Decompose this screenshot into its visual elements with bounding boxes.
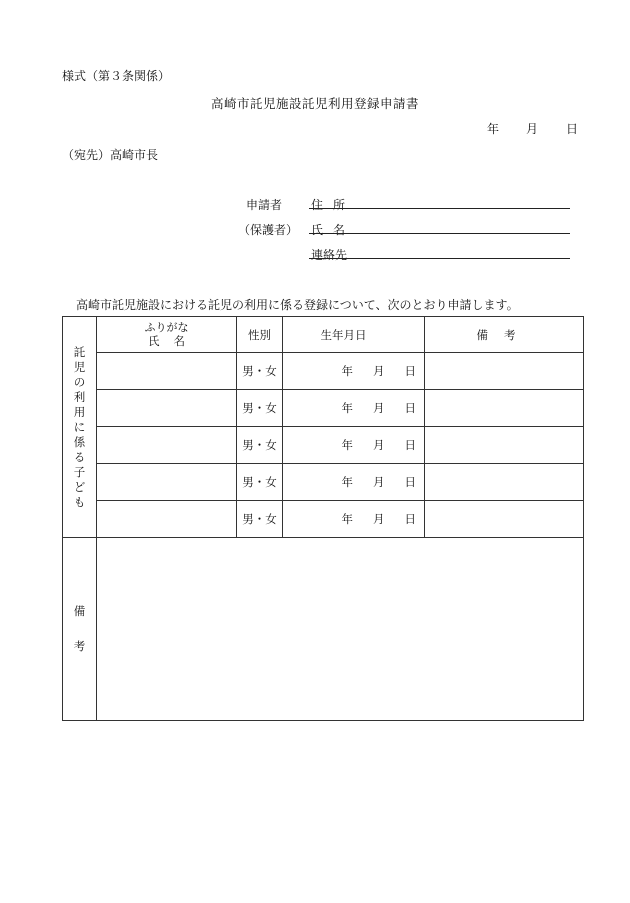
birth-month-label: 月 — [373, 475, 385, 489]
birth-day-label: 日 — [404, 401, 416, 415]
date-day-label: 日 — [566, 122, 579, 136]
birthdate-cell[interactable] — [283, 501, 425, 538]
address-field[interactable] — [309, 208, 570, 209]
gender-cell[interactable]: 男・女 — [237, 390, 283, 427]
child-remarks-input[interactable] — [425, 427, 584, 464]
table-row — [63, 353, 584, 390]
application-statement: 高崎市託児施設における託児の利用に係る登録について、次のとおり申請します。 — [76, 298, 519, 312]
side-label-char: に — [73, 419, 86, 434]
table-header-row — [63, 317, 584, 353]
side-label-char: の — [73, 374, 86, 389]
child-name-input[interactable] — [97, 427, 237, 464]
addressee: （宛先）高崎市長 — [62, 148, 159, 162]
table-row — [63, 427, 584, 464]
child-name-input[interactable] — [97, 353, 237, 390]
remarks-row — [63, 538, 584, 721]
remarks-side-label — [63, 538, 97, 721]
birthdate-cell[interactable] — [283, 464, 425, 501]
name-header-label: 氏名 — [148, 334, 199, 348]
table-row — [63, 464, 584, 501]
side-label-char: も — [73, 494, 86, 509]
birth-year-label: 年 — [341, 401, 353, 415]
birth-day-label: 日 — [404, 512, 416, 526]
remarks-header: 備考 — [425, 317, 584, 353]
remarks-side-char: 考 — [73, 639, 86, 653]
remarks-side-char: 備 — [73, 604, 86, 618]
side-label-char: 子 — [73, 464, 86, 479]
gender-cell[interactable]: 男・女 — [237, 353, 283, 390]
birth-month-label: 月 — [373, 364, 385, 378]
child-remarks-input[interactable] — [425, 390, 584, 427]
date-year-label: 年 — [487, 122, 500, 136]
contact-label: 連絡先 — [311, 248, 348, 262]
side-label-char: 児 — [73, 359, 86, 374]
birth-month-label: 月 — [373, 438, 385, 452]
child-name-input[interactable] — [97, 501, 237, 538]
date-month-label: 月 — [526, 122, 539, 136]
gender-cell[interactable]: 男・女 — [237, 464, 283, 501]
side-label-char: 用 — [73, 404, 86, 419]
guardian-role-label: （保護者） — [238, 223, 299, 237]
child-remarks-input[interactable] — [425, 501, 584, 538]
applicant-role-label: 申請者 — [246, 198, 283, 212]
birth-year-label: 年 — [341, 475, 353, 489]
birthdate-cell[interactable] — [283, 390, 425, 427]
form-label: 様式（第３条関係） — [62, 69, 171, 83]
children-table — [62, 316, 584, 721]
birth-month-label: 月 — [373, 512, 385, 526]
child-remarks-input[interactable] — [425, 464, 584, 501]
child-name-input[interactable] — [97, 390, 237, 427]
birth-year-label: 年 — [341, 438, 353, 452]
remarks-input[interactable] — [97, 538, 584, 721]
gender-cell[interactable]: 男・女 — [237, 501, 283, 538]
birth-day-label: 日 — [404, 364, 416, 378]
page-title: 高崎市託児施設託児利用登録申請書 — [210, 96, 419, 111]
gender-header: 性別 — [237, 317, 283, 353]
table-row — [63, 501, 584, 538]
contact-field[interactable] — [309, 258, 570, 259]
birth-day-label: 日 — [404, 475, 416, 489]
child-name-input[interactable] — [97, 464, 237, 501]
name-label: 氏名 — [311, 223, 356, 237]
gender-cell[interactable]: 男・女 — [237, 427, 283, 464]
children-side-label — [63, 317, 97, 538]
address-label: 住所 — [311, 198, 356, 212]
furigana-header: ふりがな — [144, 321, 189, 334]
birth-year-label: 年 — [341, 364, 353, 378]
child-remarks-input[interactable] — [425, 353, 584, 390]
birthdate-header: 生年月日 — [283, 317, 425, 353]
name-header — [97, 317, 237, 353]
birthdate-cell[interactable] — [283, 353, 425, 390]
side-label-char: 利 — [73, 389, 86, 404]
name-field[interactable] — [309, 233, 570, 234]
birth-month-label: 月 — [373, 401, 385, 415]
side-label-char: 託 — [73, 344, 86, 359]
birthdate-cell[interactable] — [283, 427, 425, 464]
birth-year-label: 年 — [341, 512, 353, 526]
table-row — [63, 390, 584, 427]
side-label-char: ど — [73, 479, 86, 494]
birth-day-label: 日 — [404, 438, 416, 452]
side-label-char: 係 — [73, 434, 86, 449]
side-label-char: る — [73, 449, 86, 464]
